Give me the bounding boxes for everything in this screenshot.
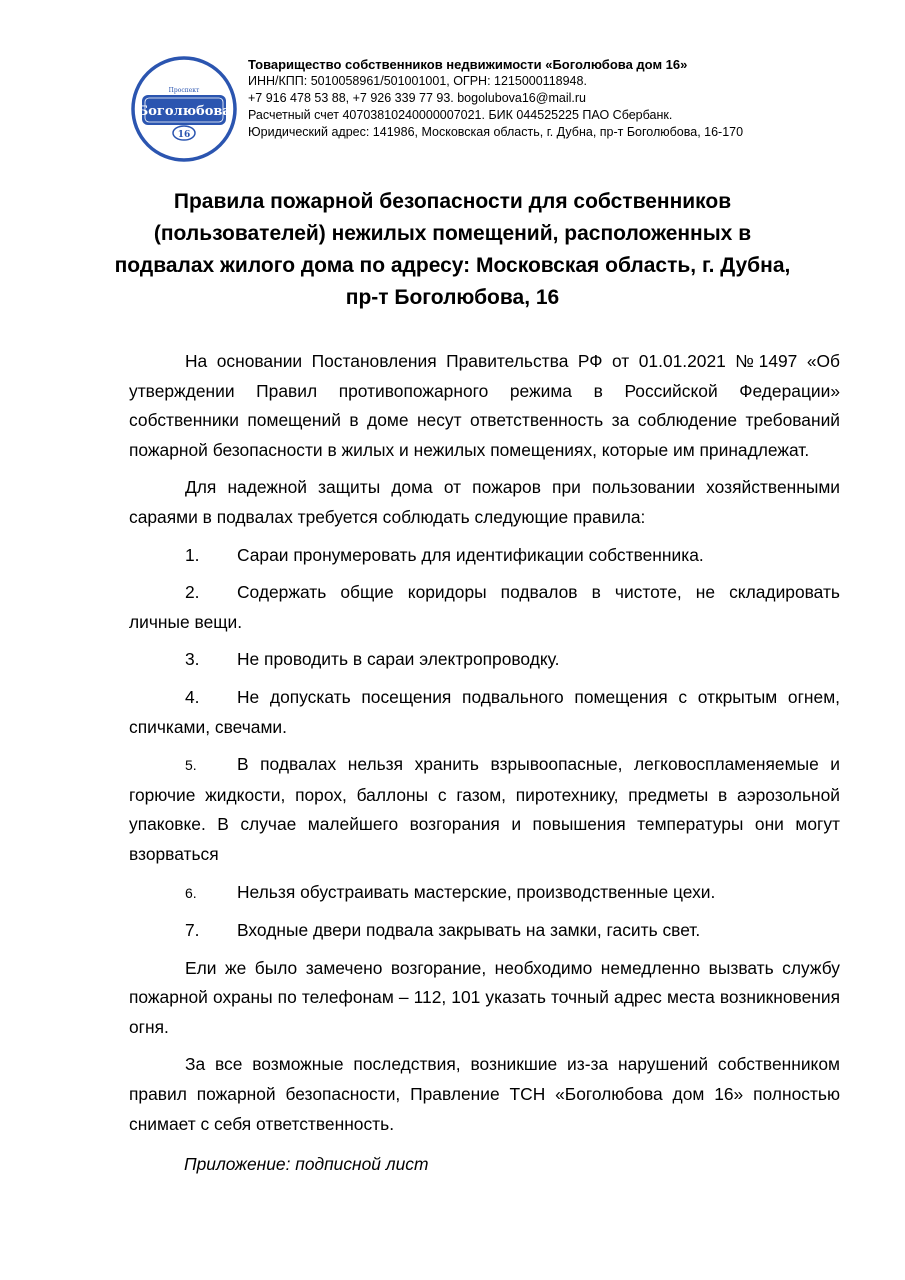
rule-item [129,645,840,675]
rule-number: 7. [185,920,200,941]
org-bank-account: Расчетный счет 40703810240000007021. БИК 044525225 ПАО Сбербанк. [248,108,673,122]
rule-number: 1. [185,544,200,565]
document-body [129,347,840,1139]
logo-house-number: 16 [177,130,191,140]
rule-text: Нельзя обустраивать мастерские, производственные цехи. [237,881,716,902]
org-contacts: +7 916 478 53 88, +7 926 339 77 93. bogolubova16@mail.ru [248,91,586,105]
appendix-note: Приложение: подписной лист [184,1154,429,1174]
logo-top-text: Проспект [168,87,200,94]
rule-number: 2. [185,582,200,603]
org-name: Товарищество собственников недвижимости «Боголюбова дом 16» [248,57,688,72]
org-requisites: ИНН/КПП: 5010058961/501001001, ОГРН: 1215000118948. [248,74,587,88]
rule-number: 5. [185,757,197,774]
rule-item [129,683,840,742]
rule-number: 3. [185,649,200,670]
document-title [110,186,795,314]
emergency-paragraph: Ели же было замечено возгорание, необходимо немедленно вызвать службу пожарной охраны по телефонам – 112, 101 указать точный адрес места возникновения огня. [129,957,840,1037]
rule-item [129,578,840,637]
letterhead [248,56,868,141]
rule-text: Не допускать посещения подвального помещения с открытым огнем, спичками, свечами. [129,686,840,737]
rule-text: Не проводить в сараи электропроводку. [237,649,560,670]
lead-paragraph: Для надежной защиты дома от пожаров при пользовании хозяйственными сараями в подвалах требуется соблюдать следующие правила: [129,477,840,527]
title-line: пр-т Боголюбова, 16 [345,286,560,309]
hoa-logo [130,55,238,163]
rule-text: Содержать общие коридоры подвалов в чистоте, не складировать личные вещи. [129,582,840,632]
title-line: подвалах жилого дома по адресу: Московская область, г. Дубна, [114,254,791,277]
rule-number: 4. [185,686,200,707]
rule-text: Входные двери подвала закрывать на замки, гасить свет. [237,920,701,941]
rule-item [129,878,840,909]
logo-street-text: Боголюбова [137,104,231,119]
liability-paragraph: За все возможные последствия, возникшие из-за нарушений собственником правил пожарной безопасности, Правление ТСН «Боголюбова дом 16» полностью снимает с себя ответственность. [129,1054,840,1134]
intro-paragraph: На основании Постановления Правительства РФ от 01.01.2021 №1497 «Об утверждении Правил противопожарного режима в Российской Федерации» собственники помещений в доме несут ответственность за соблюдение требований пожарной безопасности в жилых и нежилых помещениях, которые им принадлежат. [129,351,840,460]
rule-item [129,541,840,571]
rule-text: Сараи пронумеровать для идентификации собственника. [237,544,704,565]
rule-item [129,750,840,869]
rule-item [129,916,840,946]
title-line: Правила пожарной безопасности для собственников [173,190,732,213]
rule-text: В подвалах нельзя хранить взрывоопасные, легковоспламеняемые и горючие жидкости, порох, баллоны с газом, пиротехнику, предметы в аэрозольной упаковке. В случае малейшего возгорания и повышения температуры они могут взорваться [129,754,840,864]
title-line: (пользователей) нежилых помещений, расположенных в [153,222,752,245]
org-legal-address: Юридический адрес: 141986, Московская область, г. Дубна, пр-т Боголюбова, 16-170 [248,125,744,139]
rule-number: 6. [185,884,197,901]
